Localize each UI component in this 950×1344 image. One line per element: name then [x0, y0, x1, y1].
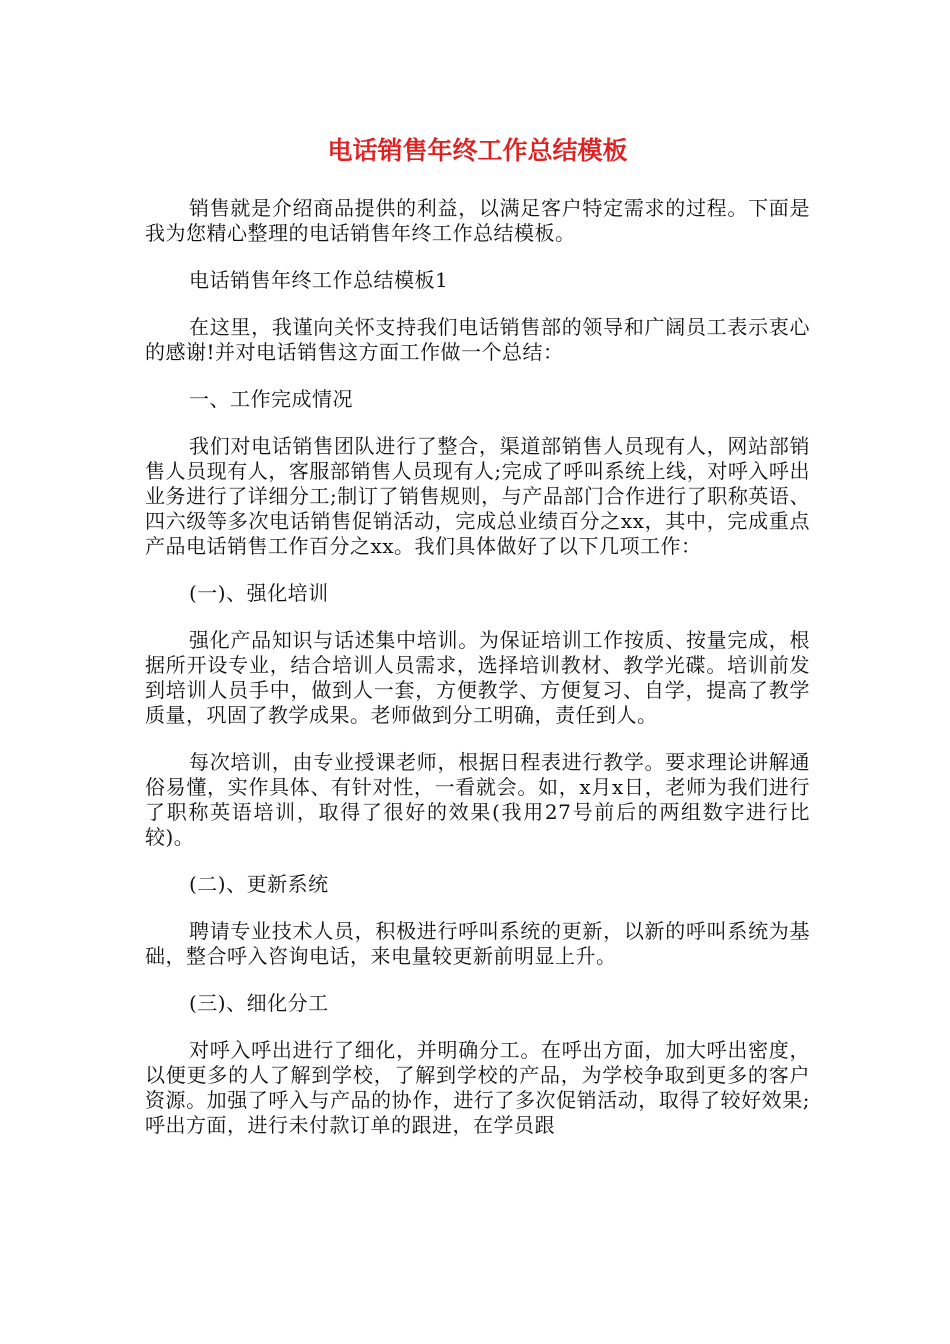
paragraph-division-of-labor: 对呼入呼出进行了细化，并明确分工。在呼出方面，加大呼出密度，以便更多的人了解到学校，了解到学校的产品，为学校争取到更多的客户资源。加强了呼入与产品的协作，进行了多次促销活动，取得了较好效果;呼出方面，进行未付款订单的跟进，在学员跟	[145, 1038, 810, 1137]
subsection-heading-training: (一)、强化培训	[189, 581, 329, 605]
document-body	[145, 196, 810, 1160]
paragraph-training-1: 强化产品知识与话述集中培训。为保证培训工作按质、按量完成，根据所开设专业，结合培训人员需求，选择培训教材、教学光碟。培训前发到培训人员手中，做到人一套，方便教学、方便复习、自学，提高了教学质量，巩固了教学成果。老师做到分工明确，责任到人。	[145, 628, 810, 727]
paragraph-team-overview: 我们对电话销售团队进行了整合，渠道部销售人员现有人，网站部销售人员现有人，客服部销售人员现有人;完成了呼叫系统上线，对呼入呼出业务进行了详细分工;制订了销售规则，与产品部门合作进行了职称英语、四六级等多次电话销售促销活动，完成总业绩百分之xx，其中，完成重点产品电话销售工作百分之xx。我们具体做好了以下几项工作：	[145, 434, 810, 558]
subsection-heading-system-update: (二)、更新系统	[189, 872, 329, 896]
document-page	[145, 0, 810, 1344]
subsection-heading-division-of-labor: (三)、细化分工	[189, 991, 329, 1015]
section-heading-work-completion: 一、工作完成情况	[189, 387, 353, 411]
paragraph-training-2: 每次培训，由专业授课老师，根据日程表进行教学。要求理论讲解通俗易懂，实作具体、有针对性，一看就会。如，x月x日，老师为我们进行了职称英语培训，取得了很好的效果(我用27号前后的两组数字进行比较)。	[145, 750, 810, 849]
document-title: 电话销售年终工作总结模板	[327, 136, 628, 165]
paragraph-system-update: 聘请专业技术人员，积极进行呼叫系统的更新，以新的呼叫系统为基础，整合呼入咨询电话，来电量较更新前明显上升。	[145, 919, 810, 968]
paragraph-intro: 销售就是介绍商品提供的利益，以满足客户特定需求的过程。下面是我为您精心整理的电话销售年终工作总结模板。	[145, 196, 810, 245]
paragraph-template-heading: 电话销售年终工作总结模板1	[189, 268, 449, 292]
paragraph-thanks: 在这里，我谨向关怀支持我们电话销售部的领导和广阔员工表示衷心的感谢!并对电话销售这方面工作做一个总结：	[145, 315, 810, 364]
